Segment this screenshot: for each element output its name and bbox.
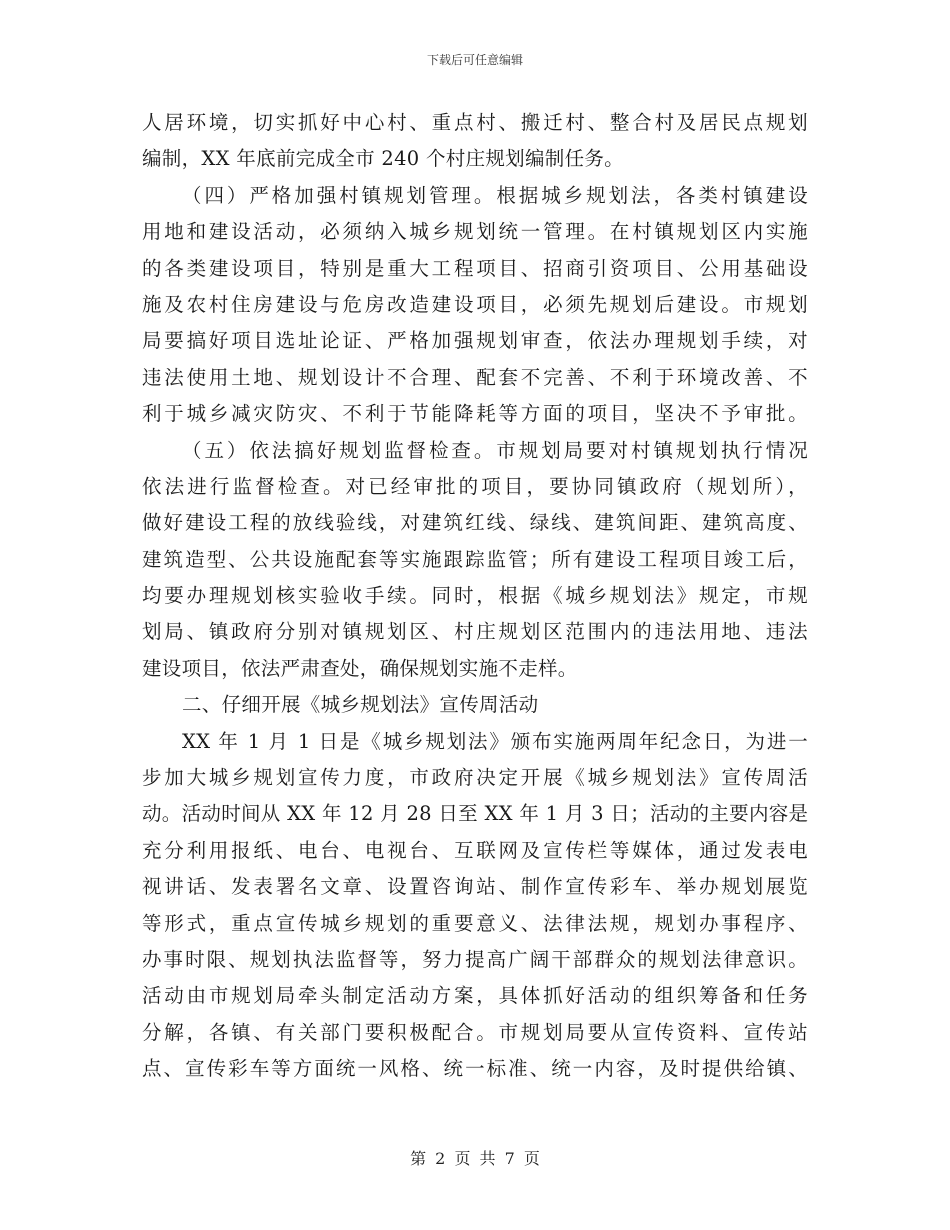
text-line: 点、宣传彩车等方面统一风格、统一标准、统一内容，及时提供给镇、 bbox=[142, 1057, 808, 1081]
text-line: 等形式，重点宣传城乡规划的重要意义、法律法规，规划办事程序、 bbox=[142, 911, 808, 935]
page-number: 第 2 页 共 7 页 bbox=[410, 1149, 540, 1168]
text-line: 动。活动时间从 XX 年 12 月 28 日至 XX 年 1 月 3 日；活动的主要内容是 bbox=[142, 802, 809, 826]
text-line: 建设项目，依法严肃查处，确保规划实施不走样。 bbox=[142, 656, 578, 680]
text-line: 活动由市规划局牵头制定活动方案，具体抓好活动的组织筹备和任务 bbox=[142, 984, 808, 1008]
text-line: 步加大城乡规划宣传力度，市政府决定开展《城乡规划法》宣传周活 bbox=[142, 766, 808, 790]
text-line: 违法使用土地、规划设计不合理、配套不完善、不利于环境改善、不 bbox=[142, 365, 808, 389]
text-line: 依法进行监督检查。对已经审批的项目，要协同镇政府（规划所）， bbox=[142, 474, 808, 498]
text-line: 划局、镇政府分别对镇规划区、村庄规划区范围内的违法用地、违法 bbox=[142, 620, 808, 644]
text-line: 分解，各镇、有关部门要积极配合。市规划局要从宣传资料、宣传站 bbox=[142, 1020, 808, 1044]
text-line: 视讲话、发表署名文章、设置咨询站、制作宣传彩车、举办规划展览 bbox=[142, 875, 808, 899]
text-line: （五）依法搞好规划监督检查。市规划局要对村镇规划执行情况 bbox=[182, 438, 808, 462]
text-line: （四）严格加强村镇规划管理。根据城乡规划法，各类村镇建设 bbox=[182, 183, 808, 207]
text-line: 做好建设工程的放线验线，对建筑红线、绿线、建筑间距、建筑高度、 bbox=[142, 511, 808, 535]
text-line: 均要办理规划核实验收手续。同时，根据《城乡规划法》规定，市规 bbox=[142, 584, 808, 608]
page-header-note: 下载后可任意编辑 bbox=[426, 53, 523, 67]
text-line: 人居环境，切实抓好中心村、重点村、搬迁村、整合村及居民点规划 bbox=[142, 111, 808, 134]
text-line: 用地和建设活动，必须纳入城乡规划统一管理。在村镇规划区内实施 bbox=[142, 220, 808, 244]
text-line: 施及农村住房建设与危房改造建设项目，必须先规划后建设。市规划 bbox=[142, 292, 808, 316]
text-line: 局要搞好项目选址论证、严格加强规划审查，依法办理规划手续，对 bbox=[142, 329, 808, 353]
text-line: 编制，XX 年底前完成全市 240 个村庄规划编制任务。 bbox=[142, 147, 624, 171]
text-line: 利于城乡减灾防灾、不利于节能降耗等方面的项目，坚决不予审批。 bbox=[142, 402, 808, 426]
text-line: 的各类建设项目，特别是重大工程项目、招商引资项目、公用基础设 bbox=[142, 256, 808, 280]
document-body bbox=[142, 105, 808, 1088]
text-line: 充分利用报纸、电台、电视台、互联网及宣传栏等媒体，通过发表电 bbox=[142, 838, 808, 862]
text-line: 二、仔细开展《城乡规划法》宣传周活动 bbox=[182, 693, 539, 717]
text-line: 办事时限、规划执法监督等，努力提高广阔干部群众的规划法律意识。 bbox=[142, 947, 808, 971]
text-line: XX 年 1 月 1 日是《城乡规划法》颁布实施两周年纪念日，为进一 bbox=[182, 729, 808, 753]
text-line: 建筑造型、公共设施配套等实施跟踪监管；所有建设工程项目竣工后， bbox=[142, 547, 808, 571]
